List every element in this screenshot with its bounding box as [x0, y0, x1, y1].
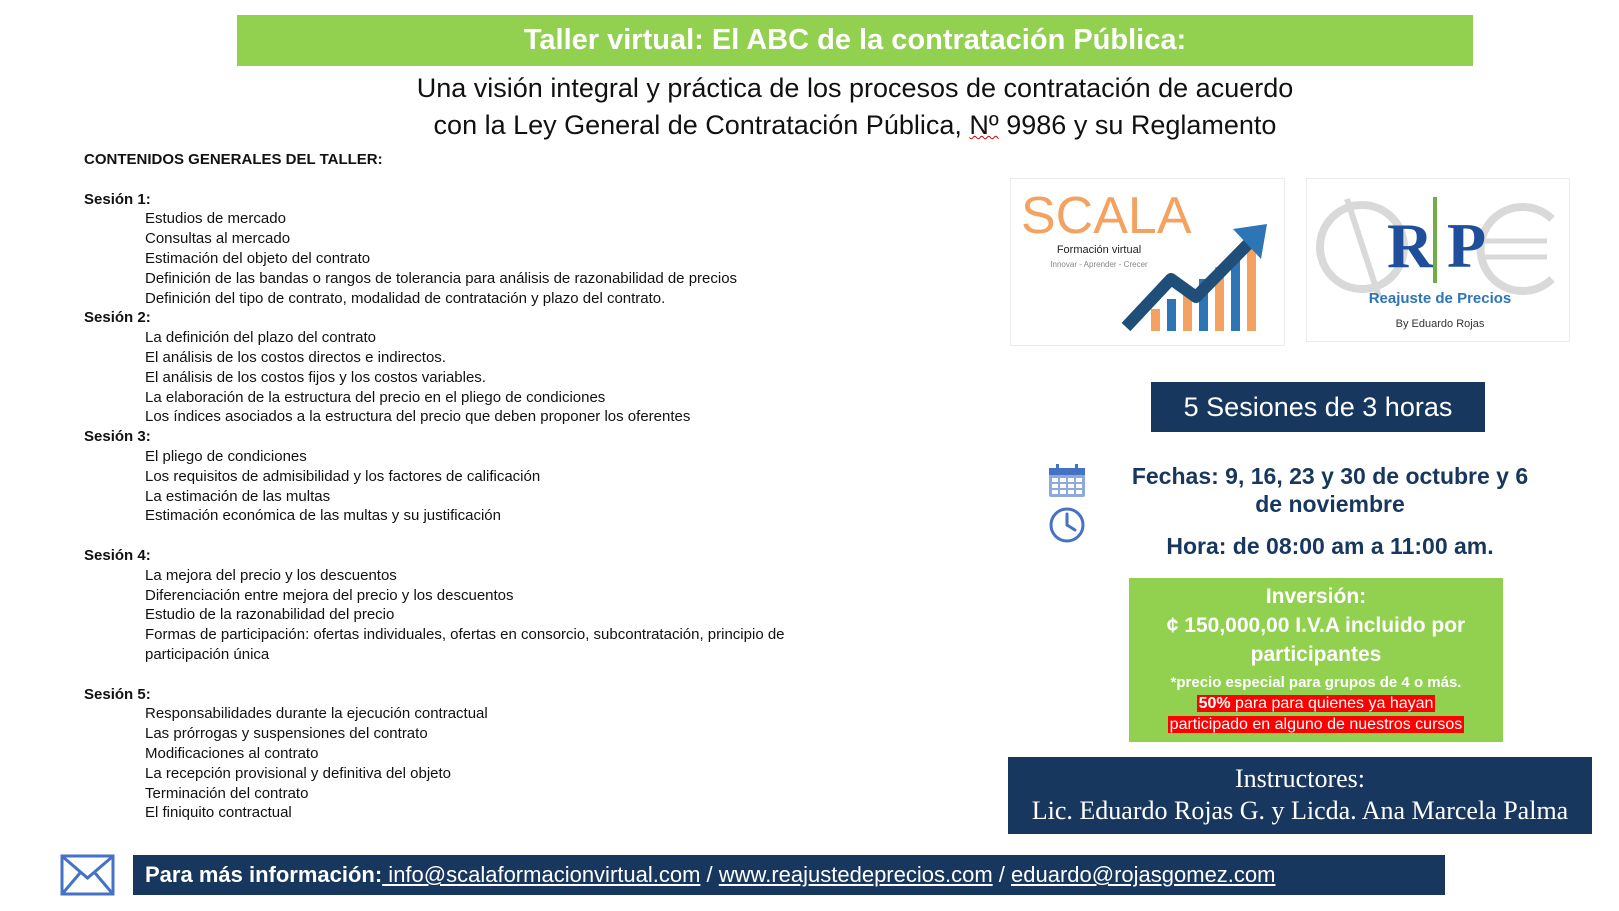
investment-discount-1 — [1129, 693, 1503, 714]
discount-text: para para quienes ya hayan — [1230, 695, 1434, 712]
email-link-rojas[interactable]: eduardo@rojasgomez.com — [1011, 862, 1276, 887]
investment-special: *precio especial para grupos de 4 o más. — [1170, 674, 1462, 691]
investment-price-2: participantes — [1250, 643, 1382, 666]
dates-text — [1100, 462, 1560, 518]
rp-logo-icon — [1307, 179, 1569, 341]
session-title: Sesión 1: — [84, 190, 151, 208]
list-item: El análisis de los costos fijos y los costos variables. — [145, 368, 486, 386]
list-item: La elaboración de la estructura del precio en el pliego de condiciones — [145, 388, 606, 406]
list-item: Los índices asociados a la estructura del precio que deben proponer los oferentes — [145, 408, 691, 426]
scala-chart-icon — [1011, 179, 1284, 345]
rp-letter-p: P — [1447, 210, 1487, 281]
scala-logo-tagline: Formación virtual — [1056, 244, 1142, 256]
discount-text-2: participado en alguno de nuestros cursos — [1169, 716, 1463, 733]
list-item: El pliego de condiciones — [145, 447, 307, 465]
dates-line-1: Fechas: 9, 16, 23 y 30 de octubre y 6 — [1131, 463, 1529, 489]
session-title: Sesión 3: — [84, 428, 151, 446]
subtitle-line-2 — [237, 107, 1473, 144]
list-item: El análisis de los costos directos e indirectos. — [145, 348, 446, 366]
list-item: Formas de participación: ofertas individuales, ofertas en consorcio, subcontratación, principio de — [145, 626, 785, 644]
scala-logo — [1010, 178, 1285, 346]
scala-logo-name: SCALA — [1021, 187, 1192, 245]
list-item: participación única — [145, 645, 270, 663]
contents-heading: CONTENIDOS GENERALES DEL TALLER: — [84, 151, 383, 168]
mail-icon — [60, 854, 115, 896]
info-label: Para más información: — [145, 862, 383, 887]
clock-icon — [1048, 506, 1086, 544]
subtitle-line-1: Una visión integral y práctica de los procesos de contratación de acuerdo — [416, 73, 1294, 103]
list-item: El finiquito contractual — [145, 804, 292, 822]
list-item: Definición del tipo de contrato, modalidad de contratación y plazo del contrato. — [145, 289, 666, 307]
separator: / — [992, 862, 1012, 887]
list-item: Estimación económica de las multas y su justificación — [145, 507, 501, 525]
session-title: Sesión 2: — [84, 309, 151, 327]
session-title: Sesión 4: — [84, 546, 151, 564]
list-item: Definición de las bandas o rangos de tolerancia para análisis de razonabilidad de precios — [145, 269, 738, 287]
investment-price-1: ¢ 150,000,00 I.V.A incluido por — [1166, 614, 1466, 637]
subtitle — [237, 70, 1473, 144]
rp-logo-name: Reajuste de Precios — [1368, 290, 1512, 307]
page-title: Taller virtual: El ABC de la contratación Pública: — [523, 24, 1187, 56]
calendar-icon — [1048, 464, 1086, 498]
list-item: Estudio de la razonabilidad del precio — [145, 606, 395, 624]
instructors-names: Lic. Eduardo Rojas G. y Licda. Ana Marcela Palma — [1031, 796, 1569, 825]
instructors-label: Instructores: — [1235, 764, 1365, 793]
list-item: La mejora del precio y los descuentos — [145, 566, 397, 584]
list-item: Consultas al mercado — [145, 230, 291, 248]
dates-line-2: de noviembre — [1255, 491, 1405, 517]
sessions-badge: 5 Sesiones de 3 horas — [1151, 382, 1485, 432]
list-item: Estimación del objeto del contrato — [145, 249, 371, 267]
investment-label: Inversión: — [1265, 585, 1367, 608]
separator: / — [700, 862, 719, 887]
investment-box — [1129, 578, 1503, 742]
rp-logo-by: By Eduardo Rojas — [1395, 318, 1485, 330]
email-link-scala[interactable]: info@scalaformacionvirtual.com — [382, 862, 701, 887]
contents-list — [84, 150, 884, 823]
reajuste-precios-logo — [1306, 178, 1570, 342]
rp-letter-r: R — [1387, 210, 1434, 281]
spellcheck-word: Nº — [969, 110, 999, 140]
list-item: La definición del plazo del contrato — [145, 329, 376, 347]
investment-discount-2 — [1129, 714, 1503, 735]
list-item: Estudios de mercado — [145, 210, 286, 228]
session-title: Sesión 5: — [84, 685, 151, 703]
list-item: La recepción provisional y definitiva del objeto — [145, 764, 452, 782]
list-item: Terminación del contrato — [145, 784, 309, 802]
title-banner — [237, 15, 1473, 66]
list-item: Diferenciación entre mejora del precio y los descuentos — [145, 586, 514, 604]
subtitle-text-end: 9986 y su Reglamento — [998, 110, 1277, 140]
scala-logo-motto: Innovar - Aprender - Crecer — [1050, 260, 1148, 269]
instructors-box — [1008, 757, 1592, 834]
subtitle-text: con la Ley General de Contratación Pública, — [433, 110, 970, 140]
list-item: Modificaciones al contrato — [145, 744, 319, 762]
list-item: Responsabilidades durante la ejecución contractual — [145, 705, 488, 723]
list-item: La estimación de las multas — [145, 487, 331, 505]
discount-percent: 50% — [1198, 695, 1231, 712]
list-item: Los requisitos de admisibilidad y los factores de calificación — [145, 467, 541, 485]
info-bar — [133, 855, 1445, 895]
list-item: Las prórrogas y suspensiones del contrato — [145, 725, 428, 743]
web-link[interactable]: www.reajustedeprecios.com — [718, 862, 993, 887]
hour-text: Hora: de 08:00 am a 11:00 am. — [1166, 533, 1494, 559]
